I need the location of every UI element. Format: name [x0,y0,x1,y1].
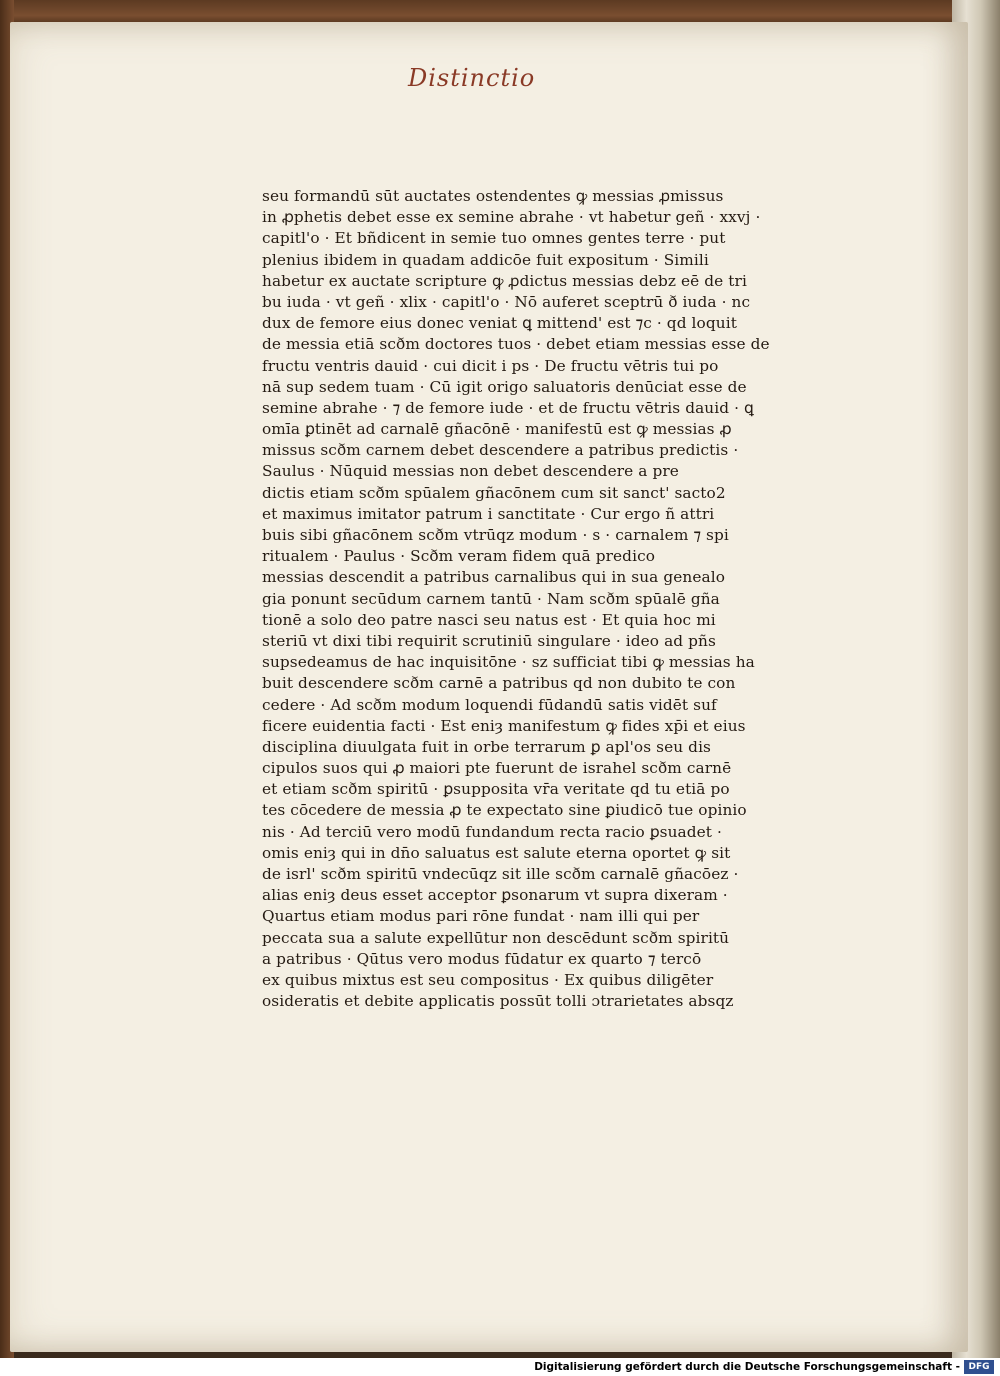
text-line: steriū vt dixi tibi requirit scrutiniū singulare · ideo ad pñs [262,631,716,650]
text-line: messias descendit a patribus carnalibus qui in sua genealo [262,568,726,587]
text-line: et maximus imitator patrum i sanctitate · Cur ergo ñ attri [262,504,715,523]
text-line: ex quibus mixtus est seu compositus · Ex quibus diligēter [262,970,714,989]
digitization-credit: Digitalisierung gefördert durch die Deutsche Forschungsgemeinschaft - [534,1361,960,1373]
text-line: bu iuda · vt geñ · xlix · capitl'o · Nō auferet sceptrū ð iuda · nc [262,292,751,311]
text-line: gia ponunt secūdum carnem tantū · Nam scðm spūalē gña [262,589,720,608]
text-line: nis · Ad terciū vero modū fundandum recta racio ꝑsuadet · [262,822,722,841]
text-line: capitl'o · Et bñdicent in semie tuo omnes gentes terre · put [262,229,726,248]
text-line: ritualem · Paulus · Scðm veram fidem quā predico [262,547,656,566]
text-line: peccata sua a salute expellūtur non descēdunt scðm spiritū [262,928,730,947]
text-line: dux de femore eius donec veniat ꝗ mittend' est ⁊c · qd loquit [262,314,737,333]
text-line: osideratis et debite applicatis possūt tolli ɔtrarietates absqz [262,992,734,1011]
text-line: cedere · Ad scðm modum loquendi fūdandū satis vidēt suf [262,695,717,714]
text-line: plenius ibidem in quadam addicōe fuit expositum · Simili [262,250,709,269]
text-line: de messia etiā scðm doctores tuos · debet etiam messias esse de [262,335,770,354]
text-line: Quartus etiam modus pari rōne fundat · nam illi qui per [262,907,700,926]
text-block [262,186,782,1012]
text-line: et etiam scðm spiritū · ꝑsupposita vr̄a veritate qd tu etiā po [262,780,730,799]
text-line: Saulus · Nūquid messias non debet descendere a pre [262,462,679,481]
text-line: habetur ex auctate scripture ꝙ ꝓdictus messias debz eē de tri [262,271,747,290]
text-line: tes cōcedere de messia ꝓ te expectato sine ꝑiudicō tue opinio [262,801,747,820]
text-line: buis sibi gñacōnem scðm vtrūqz modum · s · carnalem ⁊ spi [262,526,729,544]
text-line: semine abrahe · ⁊ de femore iude · et de fructu vētris dauid · ꝗ [262,398,754,417]
text-line: in ꝓphetis debet esse ex semine abrahe · vt habetur geñ · xxvj · [262,208,761,227]
text-line: ficere euidentia facti · Est eniȝ manifestum ꝙ fides xp̄i et eius [262,716,746,735]
text-line: dictis etiam scðm spūalem gñacōnem cum sit sanct' sacto2 [262,483,726,502]
text-line: de isrl' scðm spiritū vndecūqz sit ille scðm carnalē gñacōez · [262,865,739,883]
text-line: missus scðm carnem debet descendere a patribus predictis · [262,441,739,460]
handwritten-headline: Distinctio [408,64,536,92]
text-line: tionē a solo deo patre nasci seu natus est · Et quia hoc mi [262,610,716,629]
text-line: disciplina diuulgata fuit in orbe terrarum ꝑ apl'os seu dis [262,737,712,756]
text-line: supsedeamus de hac inquisitōne · sz sufficiat tibi ꝙ messias ha [262,653,755,672]
text-line: cipulos suos qui ꝓ maiori pte fuerunt de israhel scðm carnē [262,759,732,778]
text-line: omīa ꝑtinēt ad carnalē gñacōnē · manifestū est ꝙ messias ꝓ [262,420,732,439]
text-line: buit descendere scðm carnē a patribus qd non dubito te con [262,674,736,693]
text-line: alias eniȝ deus esset acceptor ꝑsonarum vt supra dixeram · [262,886,728,905]
dfg-logo: DFG [964,1360,994,1374]
text-line: omis eniȝ qui in dn̄o saluatus est salute eterna oportet ꝙ sit [262,843,731,862]
text-line: nā sup sedem tuam · Cū igit origo saluatoris denūciat esse de [262,377,747,396]
text-line: a patribus · Qūtus vero modus fūdatur ex quarto ⁊ tercō [262,949,702,968]
text-line: fructu ventris dauid · cui dicit i ps · De fructu vētris tui po [262,356,719,375]
text-line: seu formandū sūt auctates ostendentes ꝙ messias ꝓmissus [262,187,724,205]
